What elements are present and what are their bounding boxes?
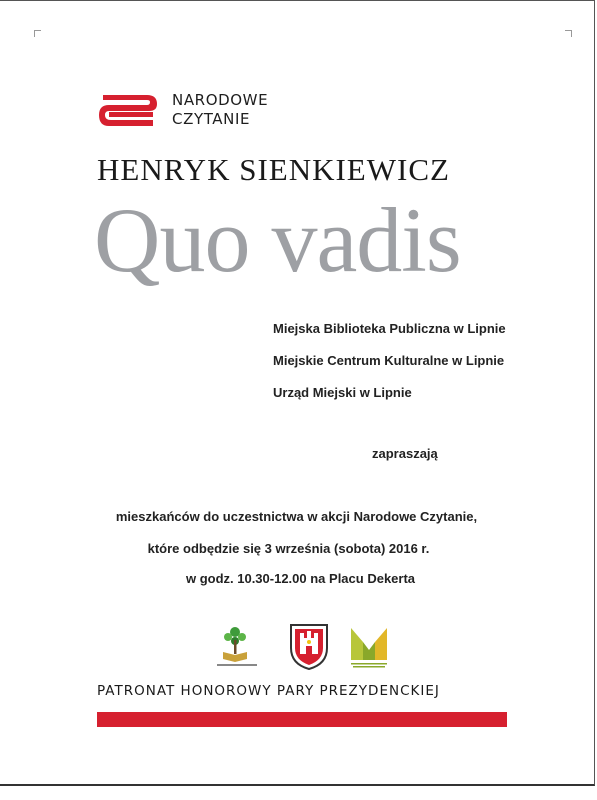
invite-text: zapraszają (372, 446, 438, 461)
red-bar (97, 712, 507, 727)
body-line-participation: mieszkańców do uczestnictwa w akcji Narodowe Czytanie, (115, 509, 478, 524)
organizer-town-hall: Urząd Miejski w Lipnie (273, 385, 412, 400)
book-title: Quo vadis (94, 189, 461, 291)
organizer-library: Miejska Biblioteka Publiczna w Lipnie (273, 321, 506, 336)
crop-mark-top-left (34, 30, 41, 37)
body-line-date: które odbędzie się 3 września (sobota) 2016 r. (147, 541, 430, 556)
logo-text: NARODOWE CZYTANIE (172, 91, 269, 128)
crop-mark-top-right (565, 30, 572, 37)
body-line-place: w godz. 10.30-12.00 na Placu Dekerta (185, 571, 416, 586)
lipno-coat-of-arms-icon (285, 622, 333, 670)
book-icon (97, 93, 159, 127)
honorary-patronage: PATRONAT HONOROWY PARY PREZYDENCKIEJ (97, 683, 440, 699)
organizer-cultural-center: Miejskie Centrum Kulturalne w Lipnie (273, 353, 505, 368)
narodowe-czytanie-logo (97, 91, 297, 131)
library-tree-logo (213, 622, 261, 670)
cultural-center-logo (345, 622, 393, 670)
author-name: HENRYK SIENKIEWICZ (97, 152, 450, 187)
